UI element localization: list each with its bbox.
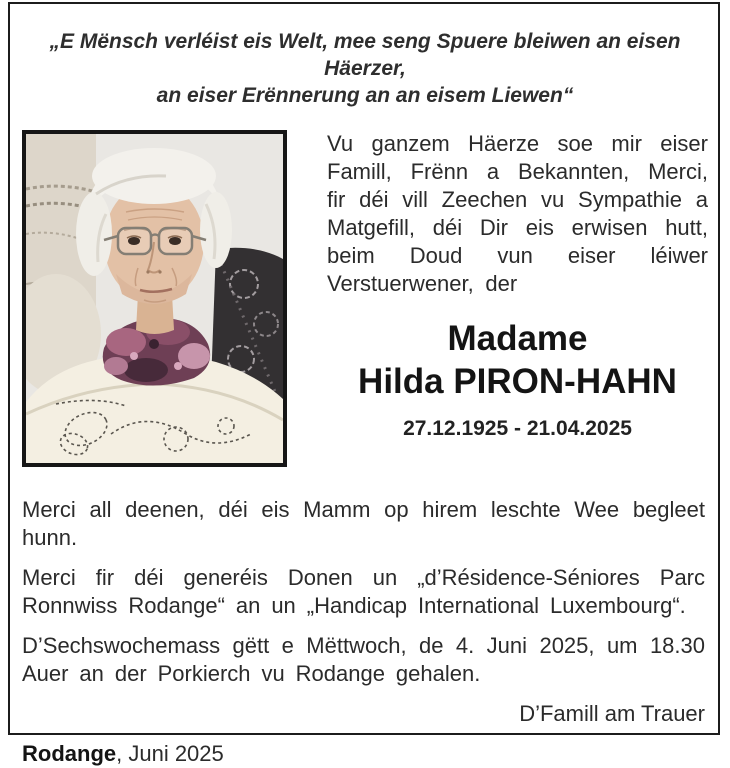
thanks-donations-paragraph: Merci fir déi generéis Donen un „d’Résidence-Séniores Parc Ronnwiss Rodange“ an un „Handicap International Luxembourg“. bbox=[22, 565, 705, 618]
place-date-line bbox=[22, 740, 705, 768]
mass-info-paragraph: D’Sechswochemass gëtt e Mëttwoch, de 4. Juni 2025, um 18.30 Auer an der Porkierch vu Rodange gehalen. bbox=[22, 633, 705, 686]
deceased-name: Hilda PIRON-HAHN bbox=[358, 362, 677, 401]
portrait-photo bbox=[22, 130, 287, 467]
portrait-photo-illustration bbox=[26, 134, 283, 463]
thanks-escort-paragraph: Merci all deenen, déi eis Mamm op hirem leschte Wee begleet hunn. bbox=[22, 497, 705, 550]
place-date-rest: , Juni 2025 bbox=[116, 741, 224, 766]
memorial-quote bbox=[22, 28, 708, 109]
quote-line-1: „E Mënsch verléist eis Welt, mee seng Spuere bleiwen an eisen Häerzer, bbox=[49, 30, 681, 80]
deceased-title: Madame bbox=[447, 319, 588, 358]
top-section bbox=[22, 130, 708, 467]
bottom-section bbox=[22, 496, 708, 768]
place-name: Rodange bbox=[22, 741, 117, 766]
family-signature: D’Famill am Trauer bbox=[519, 701, 705, 726]
intro-paragraph: Vu ganzem Häerze soe mir eiser Famill, Frënn a Bekannten, Merci, fir déi vill Zeechen vu Sympathie a Matgefill, déi Dir eis erwisen hutt, beim Doud vun eiser léiwer Verstuerwener, der bbox=[327, 131, 708, 296]
life-dates: 27.12.1925 - 21.04.2025 bbox=[403, 417, 632, 440]
quote-line-2: an eiser Erënnerung an an eisem Liewen“ bbox=[156, 84, 574, 107]
deceased-name-block bbox=[327, 318, 708, 442]
intro-column bbox=[327, 130, 708, 467]
obituary-notice bbox=[8, 2, 720, 766]
